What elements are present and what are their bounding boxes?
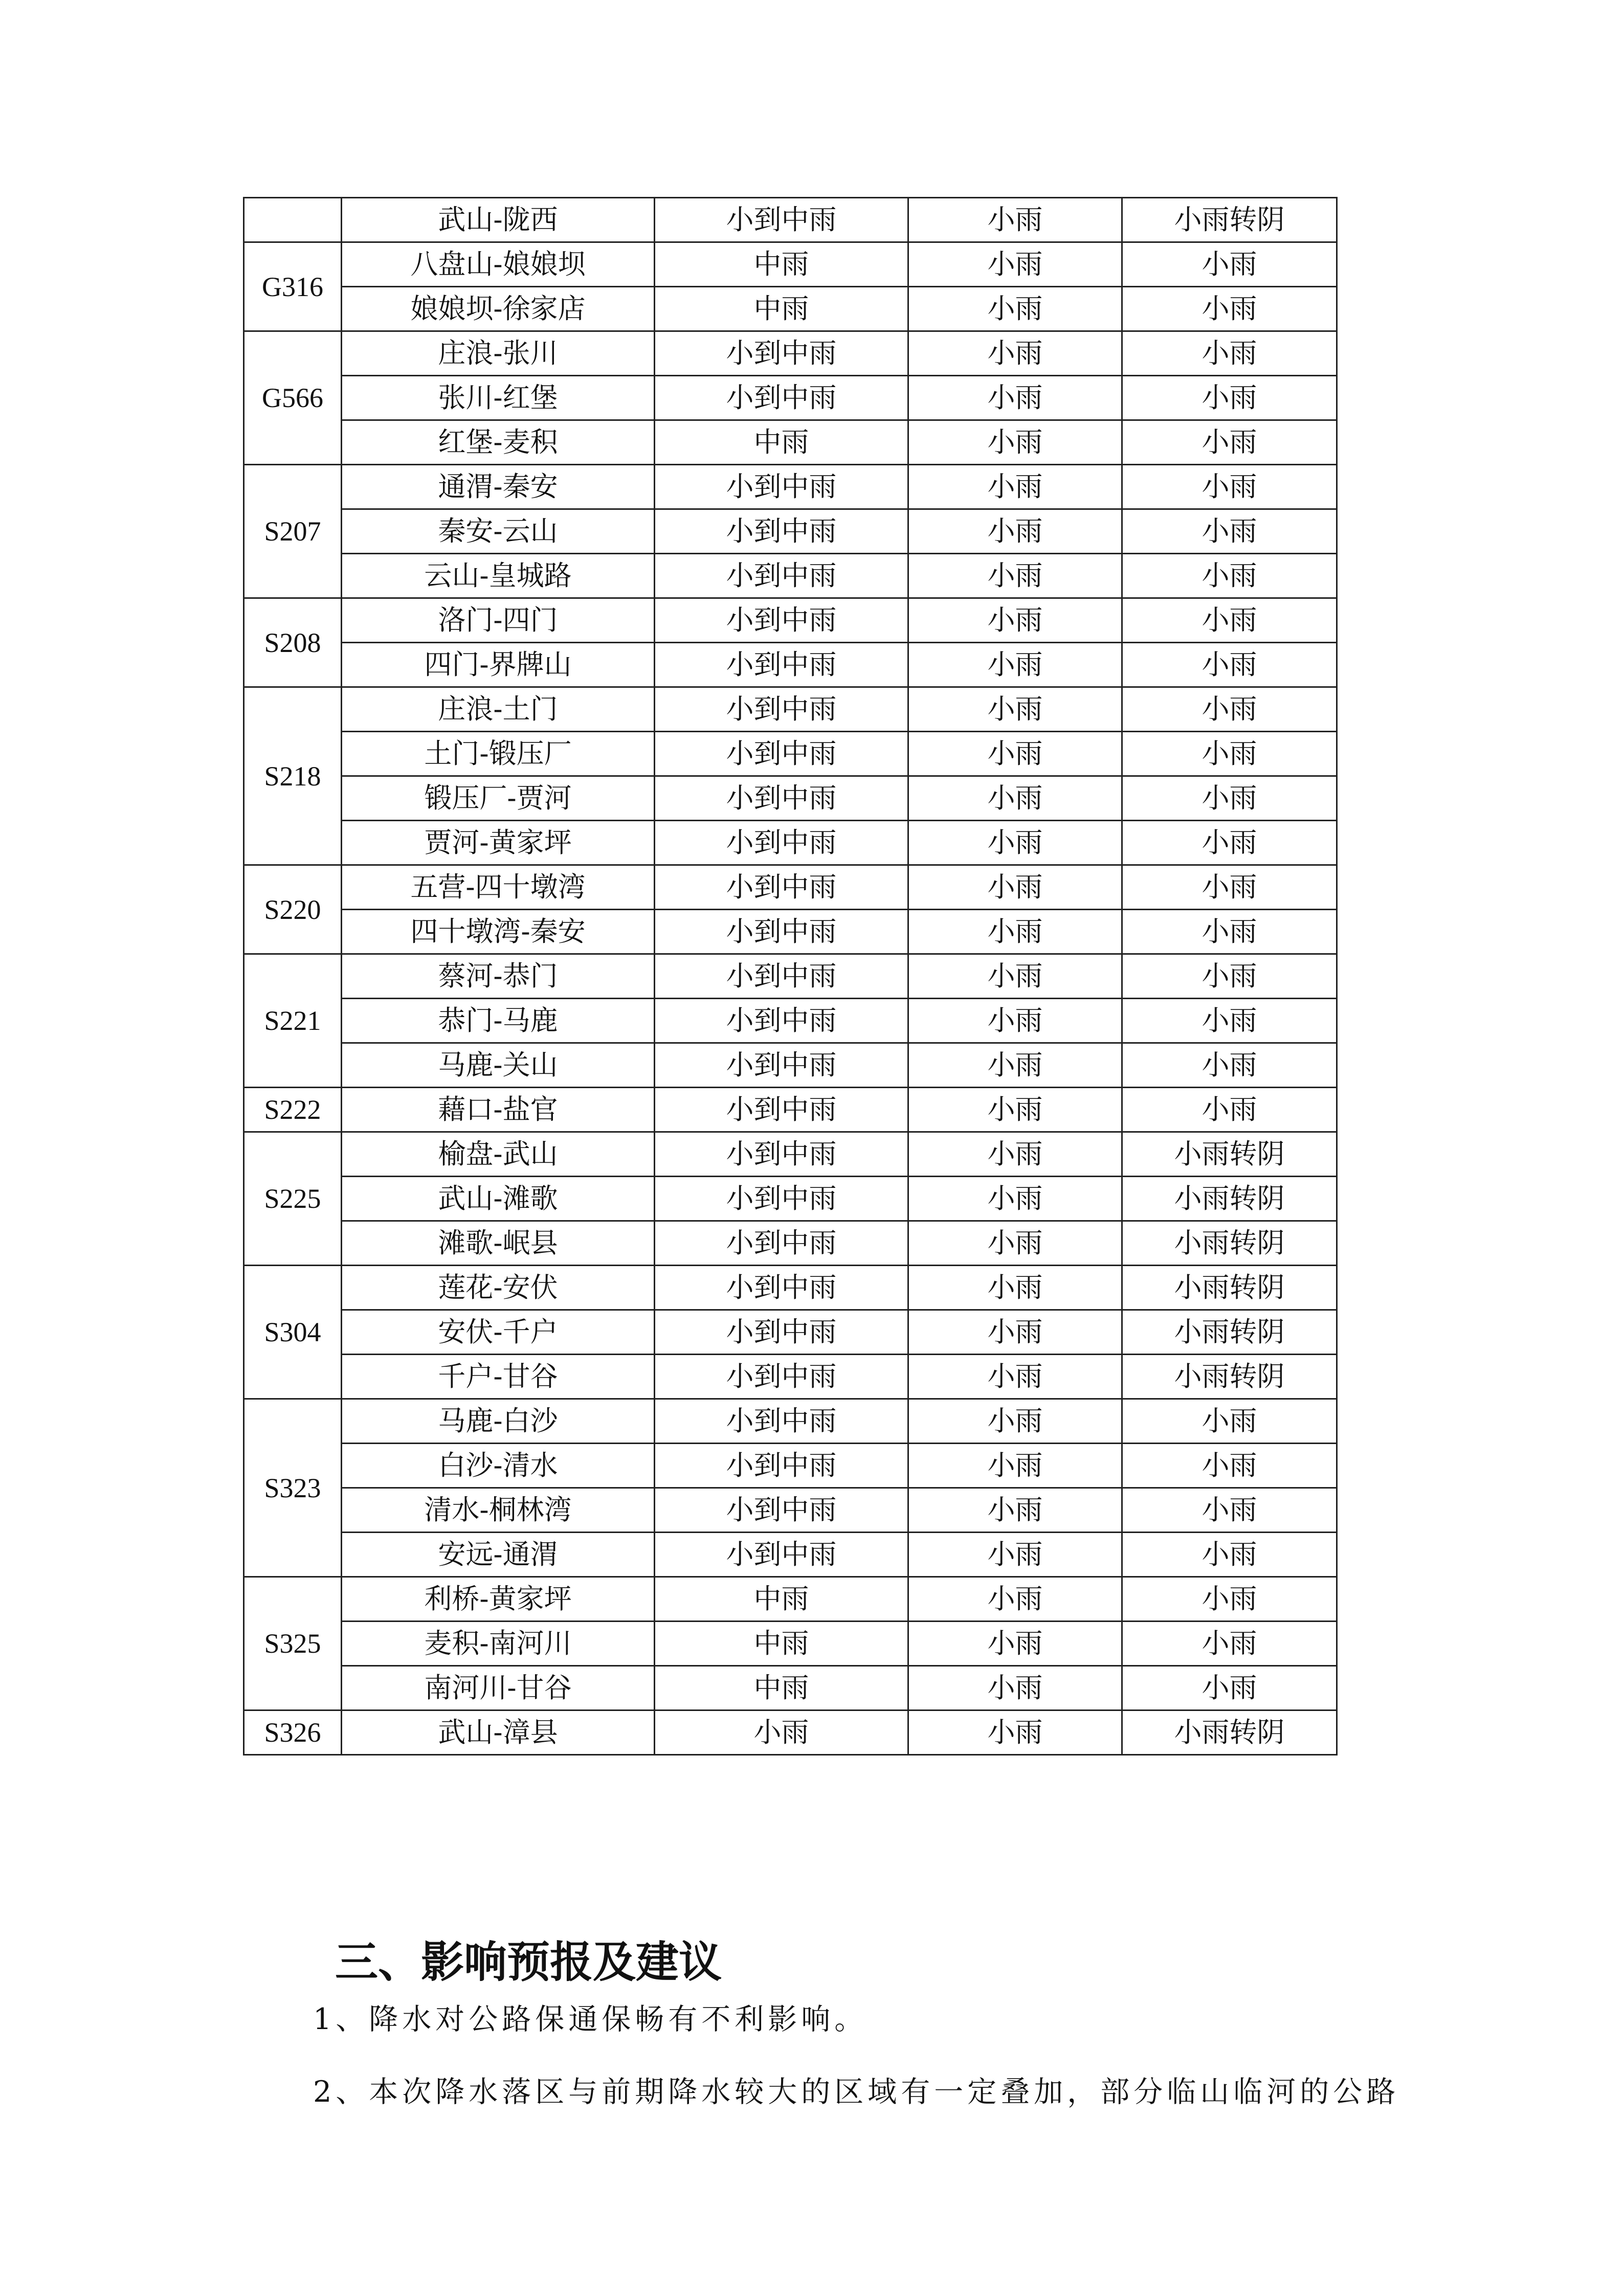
forecast-day3-cell: 小雨转阴 bbox=[1122, 1710, 1337, 1755]
forecast-day2-cell: 小雨 bbox=[908, 1533, 1122, 1577]
forecast-day2-cell: 小雨 bbox=[908, 1132, 1122, 1177]
forecast-day1-cell: 中雨 bbox=[655, 1577, 908, 1622]
road-segment-cell: 四门-界牌山 bbox=[342, 643, 655, 687]
forecast-day3-cell: 小雨 bbox=[1122, 331, 1337, 376]
forecast-day3-cell: 小雨 bbox=[1122, 865, 1337, 910]
table-row bbox=[244, 420, 1337, 465]
forecast-day2-cell: 小雨 bbox=[908, 821, 1122, 865]
road-segment-cell: 洛门-四门 bbox=[342, 598, 655, 643]
table-row bbox=[244, 465, 1337, 509]
forecast-day2-cell: 小雨 bbox=[908, 509, 1122, 554]
forecast-day2-cell: 小雨 bbox=[908, 376, 1122, 420]
route-code-cell: S304 bbox=[244, 1266, 342, 1399]
forecast-day3-cell: 小雨 bbox=[1122, 1666, 1337, 1710]
paragraph-2: 2、本次降水落区与前期降水较大的区域有一定叠加，部分临山临河的公路 bbox=[313, 2075, 1400, 2109]
forecast-day1-cell: 小到中雨 bbox=[655, 643, 908, 687]
route-code-cell: G316 bbox=[244, 242, 342, 331]
forecast-day3-cell: 小雨 bbox=[1122, 376, 1337, 420]
forecast-day1-cell: 小到中雨 bbox=[655, 687, 908, 732]
forecast-day1-cell: 小到中雨 bbox=[655, 821, 908, 865]
forecast-day2-cell: 小雨 bbox=[908, 1622, 1122, 1666]
forecast-day1-cell: 小到中雨 bbox=[655, 1221, 908, 1266]
forecast-day1-cell: 小到中雨 bbox=[655, 999, 908, 1043]
table-row bbox=[244, 687, 1337, 732]
route-code-cell: S208 bbox=[244, 598, 342, 687]
table-row bbox=[244, 1355, 1337, 1399]
route-code-cell: S221 bbox=[244, 954, 342, 1088]
forecast-day3-cell: 小雨 bbox=[1122, 1488, 1337, 1533]
road-segment-cell: 土门-锻压厂 bbox=[342, 732, 655, 776]
forecast-day1-cell: 小到中雨 bbox=[655, 1043, 908, 1088]
forecast-day2-cell: 小雨 bbox=[908, 287, 1122, 331]
road-segment-cell: 利桥-黄家坪 bbox=[342, 1577, 655, 1622]
road-segment-cell: 藉口-盐官 bbox=[342, 1088, 655, 1132]
table-row bbox=[244, 732, 1337, 776]
road-segment-cell: 滩歌-岷县 bbox=[342, 1221, 655, 1266]
route-code-cell: S220 bbox=[244, 865, 342, 954]
forecast-day1-cell: 小到中雨 bbox=[655, 1488, 908, 1533]
forecast-day2-cell: 小雨 bbox=[908, 776, 1122, 821]
forecast-day3-cell: 小雨转阴 bbox=[1122, 198, 1337, 242]
forecast-day3-cell: 小雨 bbox=[1122, 732, 1337, 776]
forecast-day2-cell: 小雨 bbox=[908, 687, 1122, 732]
road-segment-cell: 秦安-云山 bbox=[342, 509, 655, 554]
forecast-day2-cell: 小雨 bbox=[908, 1488, 1122, 1533]
forecast-day2-cell: 小雨 bbox=[908, 643, 1122, 687]
forecast-day2-cell: 小雨 bbox=[908, 732, 1122, 776]
forecast-day3-cell: 小雨转阴 bbox=[1122, 1177, 1337, 1221]
road-segment-cell: 恭门-马鹿 bbox=[342, 999, 655, 1043]
forecast-day3-cell: 小雨 bbox=[1122, 242, 1337, 287]
route-code-cell: S325 bbox=[244, 1577, 342, 1710]
forecast-day1-cell: 小到中雨 bbox=[655, 198, 908, 242]
forecast-day3-cell: 小雨 bbox=[1122, 554, 1337, 598]
forecast-day1-cell: 小到中雨 bbox=[655, 331, 908, 376]
forecast-day1-cell: 小到中雨 bbox=[655, 1444, 908, 1488]
forecast-day3-cell: 小雨 bbox=[1122, 465, 1337, 509]
forecast-day2-cell: 小雨 bbox=[908, 1221, 1122, 1266]
forecast-day1-cell: 小到中雨 bbox=[655, 865, 908, 910]
table-row bbox=[244, 509, 1337, 554]
road-segment-cell: 马鹿-关山 bbox=[342, 1043, 655, 1088]
forecast-day2-cell: 小雨 bbox=[908, 910, 1122, 954]
table-row bbox=[244, 1577, 1337, 1622]
forecast-day1-cell: 小到中雨 bbox=[655, 1132, 908, 1177]
road-segment-cell: 通渭-秦安 bbox=[342, 465, 655, 509]
forecast-day1-cell: 小到中雨 bbox=[655, 954, 908, 999]
forecast-day3-cell: 小雨 bbox=[1122, 287, 1337, 331]
forecast-day3-cell: 小雨 bbox=[1122, 1088, 1337, 1132]
forecast-day3-cell: 小雨转阴 bbox=[1122, 1221, 1337, 1266]
route-code-cell: S218 bbox=[244, 687, 342, 865]
forecast-day2-cell: 小雨 bbox=[908, 554, 1122, 598]
table-row bbox=[244, 865, 1337, 910]
road-segment-cell: 南河川-甘谷 bbox=[342, 1666, 655, 1710]
table-row bbox=[244, 376, 1337, 420]
forecast-day3-cell: 小雨 bbox=[1122, 1577, 1337, 1622]
forecast-day1-cell: 中雨 bbox=[655, 287, 908, 331]
forecast-day2-cell: 小雨 bbox=[908, 1577, 1122, 1622]
route-code-cell: S222 bbox=[244, 1088, 342, 1132]
road-segment-cell: 安伏-千户 bbox=[342, 1310, 655, 1355]
forecast-day3-cell: 小雨转阴 bbox=[1122, 1266, 1337, 1310]
road-segment-cell: 清水-桐林湾 bbox=[342, 1488, 655, 1533]
table-row bbox=[244, 331, 1337, 376]
road-segment-cell: 贾河-黄家坪 bbox=[342, 821, 655, 865]
table-row bbox=[244, 1444, 1337, 1488]
route-code-cell: S225 bbox=[244, 1132, 342, 1266]
table-row bbox=[244, 1310, 1337, 1355]
forecast-day2-cell: 小雨 bbox=[908, 198, 1122, 242]
road-segment-cell: 安远-通渭 bbox=[342, 1533, 655, 1577]
forecast-day3-cell: 小雨转阴 bbox=[1122, 1310, 1337, 1355]
forecast-day2-cell: 小雨 bbox=[908, 999, 1122, 1043]
forecast-day1-cell: 小到中雨 bbox=[655, 376, 908, 420]
forecast-day2-cell: 小雨 bbox=[908, 1310, 1122, 1355]
forecast-day1-cell: 小到中雨 bbox=[655, 1355, 908, 1399]
route-code-cell: S323 bbox=[244, 1399, 342, 1577]
forecast-day2-cell: 小雨 bbox=[908, 598, 1122, 643]
forecast-day1-cell: 中雨 bbox=[655, 1666, 908, 1710]
road-segment-cell: 娘娘坝-徐家店 bbox=[342, 287, 655, 331]
table-row bbox=[244, 287, 1337, 331]
forecast-day3-cell: 小雨 bbox=[1122, 910, 1337, 954]
forecast-table-body bbox=[244, 198, 1337, 1755]
forecast-day2-cell: 小雨 bbox=[908, 1088, 1122, 1132]
forecast-day2-cell: 小雨 bbox=[908, 1399, 1122, 1444]
forecast-day2-cell: 小雨 bbox=[908, 1355, 1122, 1399]
forecast-day1-cell: 小到中雨 bbox=[655, 509, 908, 554]
road-segment-cell: 榆盘-武山 bbox=[342, 1132, 655, 1177]
table-row bbox=[244, 999, 1337, 1043]
paragraph-1: 1、降水对公路保通保畅有不利影响。 bbox=[313, 2002, 868, 2036]
forecast-day3-cell: 小雨 bbox=[1122, 1622, 1337, 1666]
table-row bbox=[244, 1666, 1337, 1710]
forecast-day1-cell: 小到中雨 bbox=[655, 1177, 908, 1221]
forecast-day2-cell: 小雨 bbox=[908, 1266, 1122, 1310]
table-row bbox=[244, 1622, 1337, 1666]
section-heading: 三、影响预报及建议 bbox=[335, 1937, 722, 1987]
forecast-day2-cell: 小雨 bbox=[908, 331, 1122, 376]
table-row bbox=[244, 1533, 1337, 1577]
road-segment-cell: 张川-红堡 bbox=[342, 376, 655, 420]
forecast-day3-cell: 小雨转阴 bbox=[1122, 1355, 1337, 1399]
forecast-day3-cell: 小雨 bbox=[1122, 420, 1337, 465]
forecast-day3-cell: 小雨 bbox=[1122, 1533, 1337, 1577]
table-row bbox=[244, 598, 1337, 643]
forecast-day1-cell: 小到中雨 bbox=[655, 732, 908, 776]
route-code-cell: G566 bbox=[244, 331, 342, 465]
forecast-day3-cell: 小雨 bbox=[1122, 999, 1337, 1043]
table-row bbox=[244, 1488, 1337, 1533]
table-row bbox=[244, 1266, 1337, 1310]
road-segment-cell: 云山-皇城路 bbox=[342, 554, 655, 598]
road-segment-cell: 八盘山-娘娘坝 bbox=[342, 242, 655, 287]
forecast-day2-cell: 小雨 bbox=[908, 242, 1122, 287]
forecast-day2-cell: 小雨 bbox=[908, 1666, 1122, 1710]
forecast-day3-cell: 小雨 bbox=[1122, 509, 1337, 554]
road-segment-cell: 红堡-麦积 bbox=[342, 420, 655, 465]
table-row bbox=[244, 1043, 1337, 1088]
forecast-day1-cell: 小到中雨 bbox=[655, 465, 908, 509]
forecast-day1-cell: 中雨 bbox=[655, 420, 908, 465]
route-code-cell bbox=[244, 198, 342, 242]
forecast-day3-cell: 小雨 bbox=[1122, 821, 1337, 865]
table-row bbox=[244, 242, 1337, 287]
forecast-day3-cell: 小雨 bbox=[1122, 954, 1337, 999]
forecast-day1-cell: 小到中雨 bbox=[655, 1399, 908, 1444]
forecast-day1-cell: 小雨 bbox=[655, 1710, 908, 1755]
table-row bbox=[244, 821, 1337, 865]
road-segment-cell: 蔡河-恭门 bbox=[342, 954, 655, 999]
table-row bbox=[244, 776, 1337, 821]
forecast-day2-cell: 小雨 bbox=[908, 1710, 1122, 1755]
forecast-day3-cell: 小雨 bbox=[1122, 776, 1337, 821]
road-segment-cell: 四十墩湾-秦安 bbox=[342, 910, 655, 954]
forecast-day3-cell: 小雨 bbox=[1122, 1043, 1337, 1088]
road-segment-cell: 千户-甘谷 bbox=[342, 1355, 655, 1399]
forecast-day2-cell: 小雨 bbox=[908, 420, 1122, 465]
road-segment-cell: 武山-滩歌 bbox=[342, 1177, 655, 1221]
forecast-day1-cell: 中雨 bbox=[655, 1622, 908, 1666]
table-row bbox=[244, 554, 1337, 598]
table-row bbox=[244, 1088, 1337, 1132]
forecast-day2-cell: 小雨 bbox=[908, 1177, 1122, 1221]
table-row bbox=[244, 910, 1337, 954]
table-row bbox=[244, 1177, 1337, 1221]
table-row bbox=[244, 1399, 1337, 1444]
forecast-day3-cell: 小雨 bbox=[1122, 1399, 1337, 1444]
forecast-day1-cell: 小到中雨 bbox=[655, 1266, 908, 1310]
forecast-day2-cell: 小雨 bbox=[908, 465, 1122, 509]
road-segment-cell: 庄浪-张川 bbox=[342, 331, 655, 376]
forecast-day2-cell: 小雨 bbox=[908, 954, 1122, 999]
forecast-day3-cell: 小雨转阴 bbox=[1122, 1132, 1337, 1177]
road-segment-cell: 白沙-清水 bbox=[342, 1444, 655, 1488]
forecast-day3-cell: 小雨 bbox=[1122, 687, 1337, 732]
forecast-day2-cell: 小雨 bbox=[908, 865, 1122, 910]
table-row bbox=[244, 954, 1337, 999]
road-segment-cell: 麦积-南河川 bbox=[342, 1622, 655, 1666]
forecast-day2-cell: 小雨 bbox=[908, 1444, 1122, 1488]
table-row bbox=[244, 643, 1337, 687]
road-segment-cell: 五营-四十墩湾 bbox=[342, 865, 655, 910]
forecast-table bbox=[243, 197, 1338, 1755]
forecast-day1-cell: 小到中雨 bbox=[655, 1310, 908, 1355]
forecast-day1-cell: 小到中雨 bbox=[655, 1533, 908, 1577]
forecast-day1-cell: 中雨 bbox=[655, 242, 908, 287]
route-code-cell: S207 bbox=[244, 465, 342, 598]
road-segment-cell: 武山-陇西 bbox=[342, 198, 655, 242]
table-row bbox=[244, 1132, 1337, 1177]
forecast-day1-cell: 小到中雨 bbox=[655, 598, 908, 643]
route-code-cell: S326 bbox=[244, 1710, 342, 1755]
forecast-day3-cell: 小雨 bbox=[1122, 643, 1337, 687]
road-segment-cell: 马鹿-白沙 bbox=[342, 1399, 655, 1444]
forecast-day1-cell: 小到中雨 bbox=[655, 910, 908, 954]
forecast-day1-cell: 小到中雨 bbox=[655, 1088, 908, 1132]
forecast-day1-cell: 小到中雨 bbox=[655, 554, 908, 598]
table-row bbox=[244, 1221, 1337, 1266]
road-segment-cell: 莲花-安伏 bbox=[342, 1266, 655, 1310]
road-segment-cell: 庄浪-土门 bbox=[342, 687, 655, 732]
table-row bbox=[244, 1710, 1337, 1755]
road-segment-cell: 锻压厂-贾河 bbox=[342, 776, 655, 821]
forecast-day3-cell: 小雨 bbox=[1122, 1444, 1337, 1488]
forecast-day3-cell: 小雨 bbox=[1122, 598, 1337, 643]
table-row bbox=[244, 198, 1337, 242]
road-segment-cell: 武山-漳县 bbox=[342, 1710, 655, 1755]
forecast-day2-cell: 小雨 bbox=[908, 1043, 1122, 1088]
forecast-day1-cell: 小到中雨 bbox=[655, 776, 908, 821]
